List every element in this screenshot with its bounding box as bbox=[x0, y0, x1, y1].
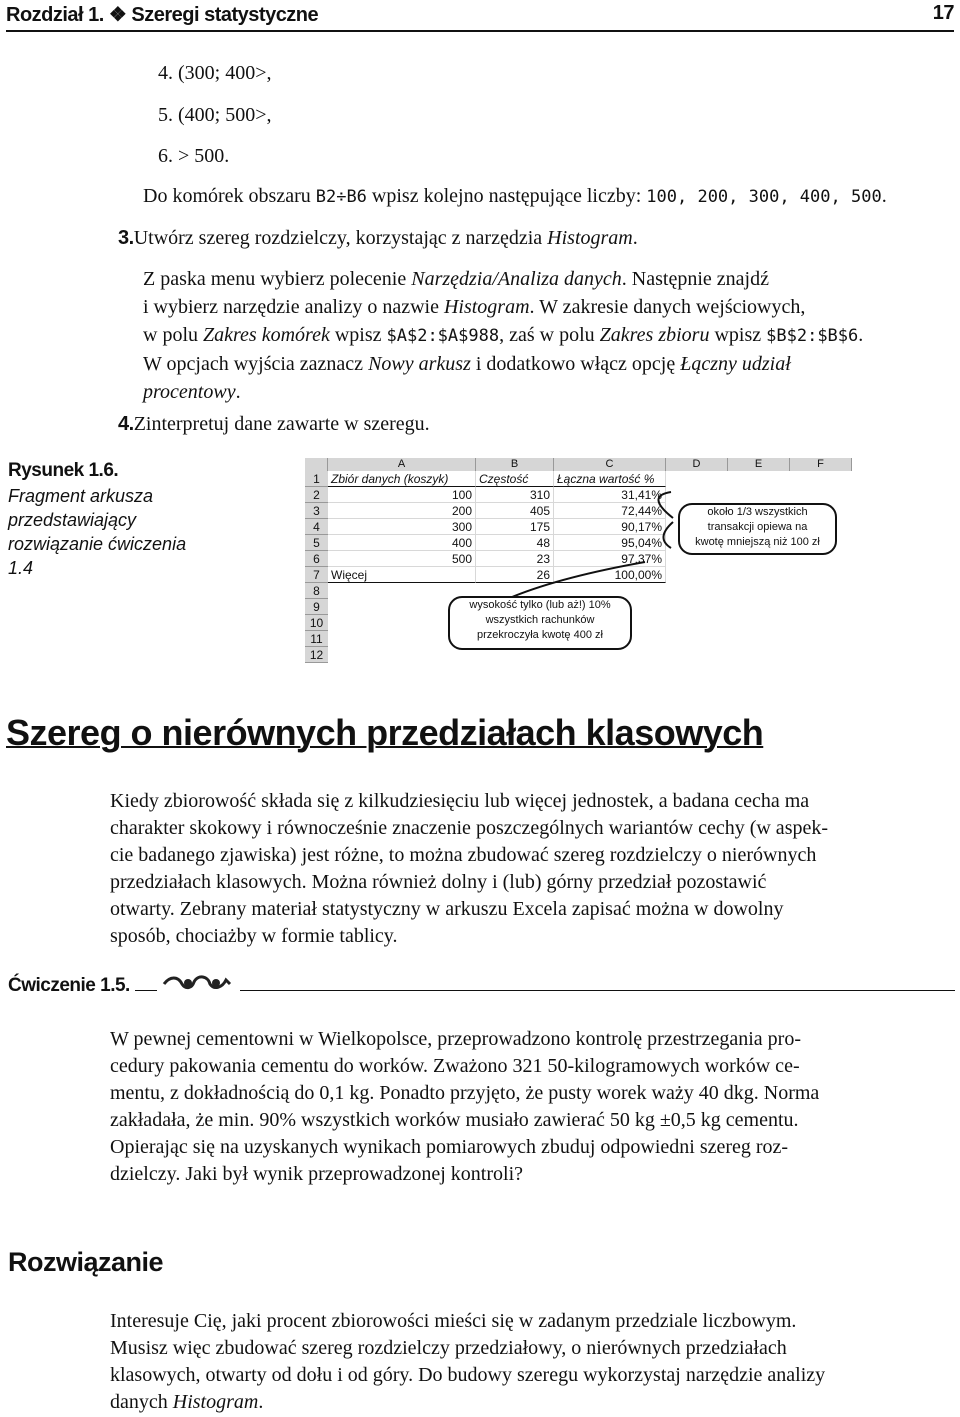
column-header: A bbox=[328, 458, 476, 471]
instruction-paragraph: Do komórek obszaru B2÷B6 wpisz kolejno następujące liczby: 100, 200, 300, 400, 500. bbox=[143, 185, 887, 207]
row-header: 2 bbox=[305, 487, 328, 503]
table-cell: 405 bbox=[476, 503, 554, 519]
page-header bbox=[6, 0, 954, 32]
table-cell: 200 bbox=[328, 503, 476, 519]
row-header: 5 bbox=[305, 535, 328, 551]
row-header: 1 bbox=[305, 471, 328, 487]
step-4: 4.Zinterpretuj dane zawarte w szeregu. bbox=[118, 413, 430, 435]
table-cell: 175 bbox=[476, 519, 554, 535]
column-header: E bbox=[728, 458, 790, 471]
table-cell: 310 bbox=[476, 487, 554, 503]
table-cell: 90,17% bbox=[554, 519, 666, 535]
callout-note-low: około 1/3 wszystkich transakcji opiewa na kwotę mniejszą niż 100 zł bbox=[678, 503, 837, 555]
column-header: F bbox=[790, 458, 852, 471]
exercise-paragraph: W pewnej cementowni w Wielkopolsce, przeprowadzono kontrolę przestrzegania pro- cedury pakowania cementu do worków. Zważono 321 50-kilogramowych worków ce- mentu, z dokładnością do 0,1 kg. Ponadto przyjęto, że pusty worek waży 40 dkg. Norma zakładała, że min. 90% wszystkich worków musiało zawierać 50 kg ±0,5 kg cementu. Opierając się na uzyskanych wynikach pomiarowych zbuduj odpowiedni szereg roz- dzielczy. Jaki był wynik przeprowadzonej kontroli? bbox=[110, 1028, 820, 1185]
callout-pointer-1 bbox=[658, 492, 673, 518]
spreadsheet-figure bbox=[305, 458, 867, 670]
solution-title: Rozwiązanie bbox=[8, 1247, 164, 1277]
row-header: 9 bbox=[305, 599, 328, 615]
callout-pointer-2 bbox=[663, 522, 673, 548]
row-header: 10 bbox=[305, 615, 328, 631]
column-header: C bbox=[554, 458, 666, 471]
row-header: 3 bbox=[305, 503, 328, 519]
figure-label: Rysunek 1.6. bbox=[8, 460, 119, 481]
table-cell: 48 bbox=[476, 535, 554, 551]
exercise-divider bbox=[240, 990, 955, 991]
row-header: 4 bbox=[305, 519, 328, 535]
row-header: 8 bbox=[305, 583, 328, 599]
figure-caption: Rysunek 1.6. Fragment arkusza przedstawiający rozwiązanie ćwiczenia 1.4 bbox=[8, 458, 208, 580]
exercise-divider-short bbox=[135, 990, 157, 991]
solution-paragraph: Interesuje Cię, jaki procent zbiorowości mieści się w zadanym przedziale liczbowym. Musisz więc zbudować szereg rozdzielczy przedziałowy, o nierównych przedziałach klasowych, otwarty od dołu i od góry. Do budowy szeregu wykorzystaj narzędzie analizy danych Histogram. bbox=[110, 1310, 826, 1413]
table-cell: 31,41% bbox=[554, 487, 666, 503]
table-cell: 97,37% bbox=[554, 551, 666, 567]
list-item: 6. > 500. bbox=[158, 145, 230, 167]
exercise-label: Ćwiczenie 1.5. bbox=[8, 975, 130, 996]
row-header: 11 bbox=[305, 631, 328, 647]
table-cell: 400 bbox=[328, 535, 476, 551]
table-cell: Zbiór danych (koszyk) bbox=[328, 471, 476, 487]
page-number: 17 bbox=[932, 2, 954, 24]
column-header: B bbox=[476, 458, 554, 471]
callout-note-high: wysokość tylko (lub aż!) 10% wszystkich rachunków przekroczyła kwotę 400 zł bbox=[448, 596, 632, 650]
table-cell: 95,04% bbox=[554, 535, 666, 551]
step-3: 3.Utwórz szereg rozdzielczy, korzystając z narzędzia Histogram. bbox=[118, 227, 638, 249]
table-cell: Łączna wartość % bbox=[554, 471, 666, 487]
step-3-detail: Z paska menu wybierz polecenie Narzędzia/Analiza danych. Następnie znajdź i wybierz narzędzie analizy o nazwie Histogram. W zakresie danych wejściowych, w polu Zakres komórek wpisz $A$2:$A$988, zaś w polu Zakres zbioru wpisz $B$2:$B$6. W opcjach wyjścia zaznacz Nowy arkusz i dodatkowo włącz opcję Łączny udział procentowy. bbox=[143, 268, 864, 403]
table-cell: 23 bbox=[476, 551, 554, 567]
table-cell: Częstość bbox=[476, 471, 554, 487]
table-cell: Więcej bbox=[328, 567, 476, 583]
row-header: 12 bbox=[305, 647, 328, 663]
section-title: Szereg o nierównych przedziałach klasowych bbox=[6, 712, 764, 753]
table-cell: 300 bbox=[328, 519, 476, 535]
column-header: D bbox=[666, 458, 728, 471]
chapter-title: Rozdział 1. ❖ Szeregi statystyczne bbox=[6, 4, 319, 26]
ornament-icon bbox=[160, 972, 240, 992]
callout-pointer-3 bbox=[505, 562, 645, 600]
row-header: 7 bbox=[305, 567, 328, 583]
table-cell: 500 bbox=[328, 551, 476, 567]
section-paragraph: Kiedy zbiorowość składa się z kilkudziesięciu lub więcej jednostek, a badana cecha ma charakter skokowy i równocześnie znaczenie poszczególnych wariantów cechy (w aspek- cie badanego zjawiska) jest różne, to można zbudować szereg rozdzielczy o nierównych przedziałach klasowych. Można również dolny i (lub) górny przedział pozostawić otwarty. Zebrany materiał statystyczny w arkuszu Excela zapisać można w dowolny sposób, chociażby w formie tablicy. bbox=[110, 790, 829, 947]
table-cell: 100 bbox=[328, 487, 476, 503]
row-header: 6 bbox=[305, 551, 328, 567]
table-cell: 72,44% bbox=[554, 503, 666, 519]
table-cell: 100,00% bbox=[554, 567, 666, 583]
list-item: 4. (300; 400>, bbox=[158, 62, 272, 84]
list-item: 5. (400; 500>, bbox=[158, 104, 272, 126]
table-cell: 26 bbox=[476, 567, 554, 583]
